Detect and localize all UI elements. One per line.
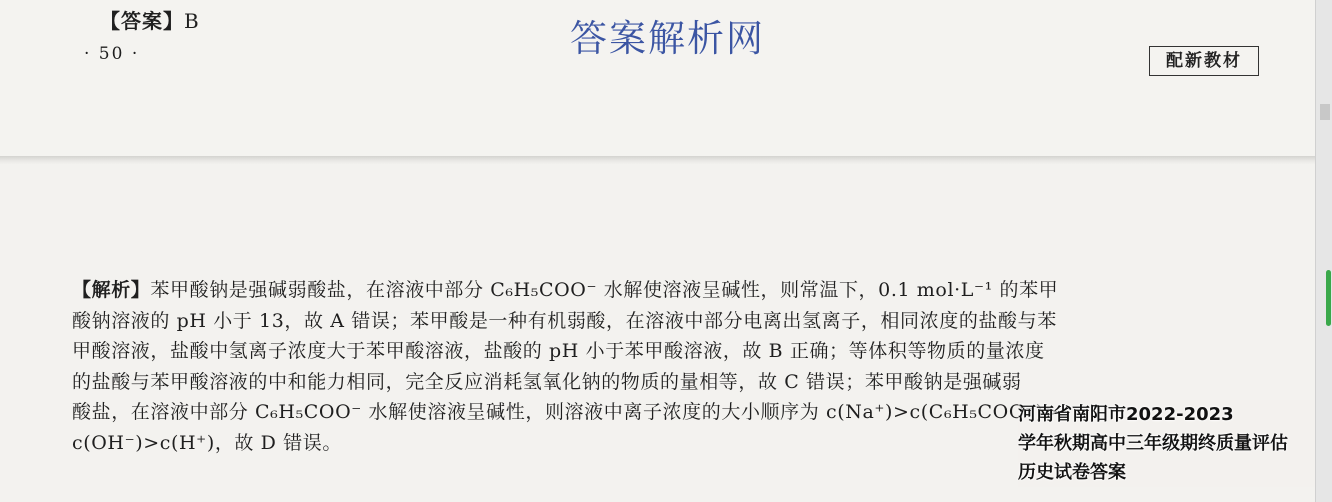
scroll-marker — [1320, 104, 1330, 120]
overlay-line: 河南省南阳市2022-2023 — [1018, 404, 1234, 425]
answer-line — [100, 5, 200, 34]
vertical-scrollbar[interactable] — [1315, 0, 1332, 502]
watermark-title: 答案解析网 — [570, 17, 765, 60]
analysis-line — [72, 275, 1238, 306]
previous-page-strip — [0, 0, 1316, 156]
analysis-line: 酸钠溶液的 pH 小于 13，故 A 错误；苯甲酸是一种有机弱酸，在溶液中部分电离出氢离子，相同浓度的盐酸与苯 — [72, 309, 1057, 332]
exam-title-overlay — [1018, 400, 1332, 487]
analysis-text: 苯甲酸钠是强碱弱酸盐，在溶液中部分 C₆H₅COO⁻ 水解使溶液呈碱性，则常温下，0.1 mol·L⁻¹ 的苯甲 — [150, 279, 1059, 301]
overlay-line: 学年秋期高中三年级期终质量评估 — [1018, 433, 1288, 454]
page-number: · 50 · — [84, 44, 140, 64]
scrollbar-thumb[interactable] — [1326, 270, 1331, 326]
answer-label: 【答案】 — [100, 9, 184, 33]
analysis-line: c(OH⁻)>c(H⁺)，故 D 错误。 — [72, 431, 342, 454]
series-label-box: 配新教材 — [1149, 46, 1259, 76]
analysis-line: 甲酸溶液，盐酸中氢离子浓度大于苯甲酸溶液，盐酸的 pH 小于苯甲酸溶液，故 B 正确；等体积等物质的量浓度 — [72, 340, 1045, 362]
analysis-line: 的盐酸与苯甲酸溶液的中和能力相同，完全反应消耗氢氧化钠的物质的量相等，故 C 错误；苯甲酸钠是强碱弱 — [72, 370, 1022, 393]
overlay-line: 历史试卷答案 — [1018, 462, 1126, 483]
page-divider — [0, 156, 1316, 164]
answer-value: B — [184, 9, 200, 33]
analysis-label: 【解析】 — [72, 279, 151, 301]
analysis-line: 酸盐，在溶液中部分 C₆H₅COO⁻ 水解使溶液呈碱性，则溶液中离子浓度的大小顺序为 c(Na⁺)>c(C₆H₅COO⁻)> — [72, 401, 1061, 423]
